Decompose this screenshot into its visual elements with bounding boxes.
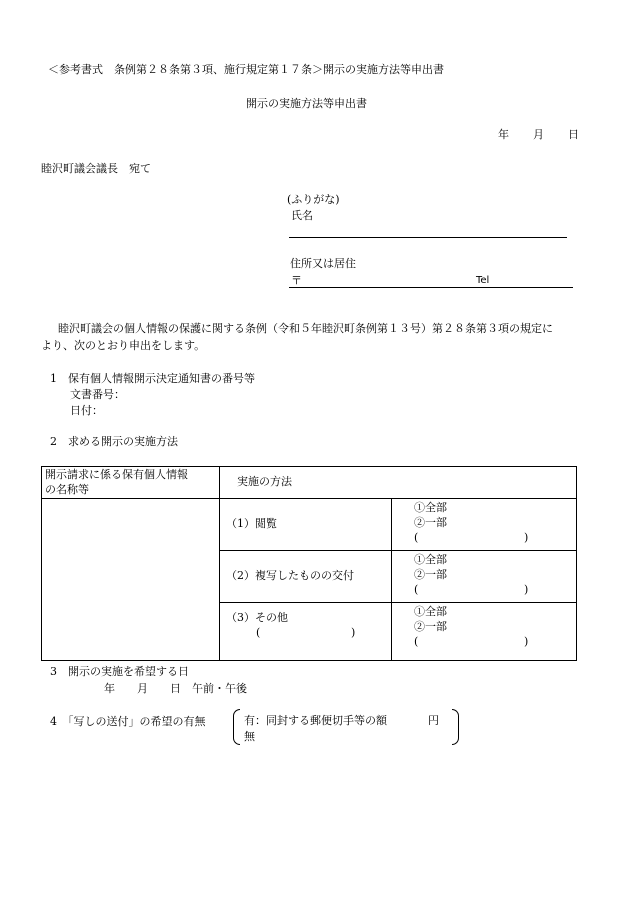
body-line-2: より、次のとおり申出をします。 — [41, 339, 206, 352]
date-month: 月 — [533, 128, 544, 141]
tel-label: Tel — [476, 275, 490, 286]
postal-mark: 〒 — [291, 274, 302, 287]
left-brace — [233, 709, 240, 745]
other-paren-close: ) — [351, 625, 356, 639]
other-paren-open: ( — [256, 625, 261, 639]
option-partial-2[interactable]: ②一部 — [414, 568, 447, 581]
method-label-2: （2）複写したものの交付 — [226, 569, 354, 583]
date-year: 年 — [498, 128, 509, 141]
section3-heading: 3 開示の実施を希望する日 — [50, 665, 189, 678]
paren-close-3: ) — [524, 635, 529, 648]
method-label-1: （1）閲覧 — [226, 517, 277, 531]
header-info-name-line1: 開示請求に係る保有個人情報 — [45, 468, 188, 481]
paren-open-1: ( — [414, 531, 419, 544]
body-line-1: 睦沢町議会の個人情報の保護に関する条例（令和５年睦沢町条例第１３号）第２８条第３項の規定に — [58, 322, 553, 335]
address-label: 住所又は居住 — [290, 257, 356, 270]
partial-detail-2[interactable] — [414, 583, 576, 598]
name-label: 氏名 — [291, 209, 313, 222]
option-cell-1[interactable] — [392, 499, 577, 551]
furigana-label: (ふりがな) — [287, 193, 340, 206]
option-yes[interactable]: 有：同封する郵便切手等の額 — [244, 714, 387, 727]
option-no[interactable]: 無 — [244, 730, 255, 743]
option-all-2[interactable]: ①全部 — [414, 553, 447, 566]
addressee: 睦沢町議会議長 宛て — [41, 162, 151, 175]
method-cell-2 — [220, 551, 392, 603]
paren-open-2: ( — [414, 583, 419, 596]
paren-close-2: ) — [524, 583, 529, 596]
section2-heading: 2 求める開示の実施方法 — [50, 435, 178, 448]
yen-label: 円 — [428, 714, 439, 727]
right-brace — [452, 709, 459, 745]
paren-close-1: ) — [524, 531, 529, 544]
partial-detail-3[interactable] — [414, 635, 576, 650]
option-all-3[interactable]: ①全部 — [414, 605, 447, 618]
document-title: 開示の実施方法等申出書 — [246, 97, 367, 110]
option-all-1[interactable]: ①全部 — [414, 501, 447, 514]
method-cell-3 — [220, 603, 392, 661]
info-name-cell[interactable] — [42, 499, 220, 661]
option-partial-3[interactable]: ②一部 — [414, 620, 447, 633]
paren-open-3: ( — [414, 635, 419, 648]
notice-date-label: 日付： — [70, 404, 103, 417]
other-method-detail[interactable] — [256, 626, 391, 641]
header-method: 実施の方法 — [220, 467, 577, 499]
option-cell-2[interactable] — [392, 551, 577, 603]
reference-line: ＜参考書式 条例第２８条第３項、施行規定第１７条＞開示の実施方法等申出書 — [48, 63, 444, 76]
name-underline — [289, 237, 567, 238]
option-cell-3[interactable] — [392, 603, 577, 661]
partial-detail-1[interactable] — [414, 531, 576, 546]
date-day: 日 — [568, 128, 579, 141]
method-cell-1 — [220, 499, 392, 551]
header-info-name-line2: の名称等 — [45, 482, 89, 496]
section4-heading: 4 「写しの送付」の希望の有無 — [50, 715, 206, 728]
option-partial-1[interactable]: ②一部 — [414, 516, 447, 529]
disclosure-method-table — [41, 466, 577, 661]
method-label-3: （3）その他 — [226, 611, 288, 624]
address-underline — [289, 287, 573, 288]
header-info-name — [42, 467, 220, 499]
doc-number-label: 文書番号： — [70, 388, 125, 401]
section1-heading: 1 保有個人情報開示決定通知書の番号等 — [50, 372, 255, 385]
desired-date-line: 年 月 日 午前・午後 — [104, 682, 247, 695]
